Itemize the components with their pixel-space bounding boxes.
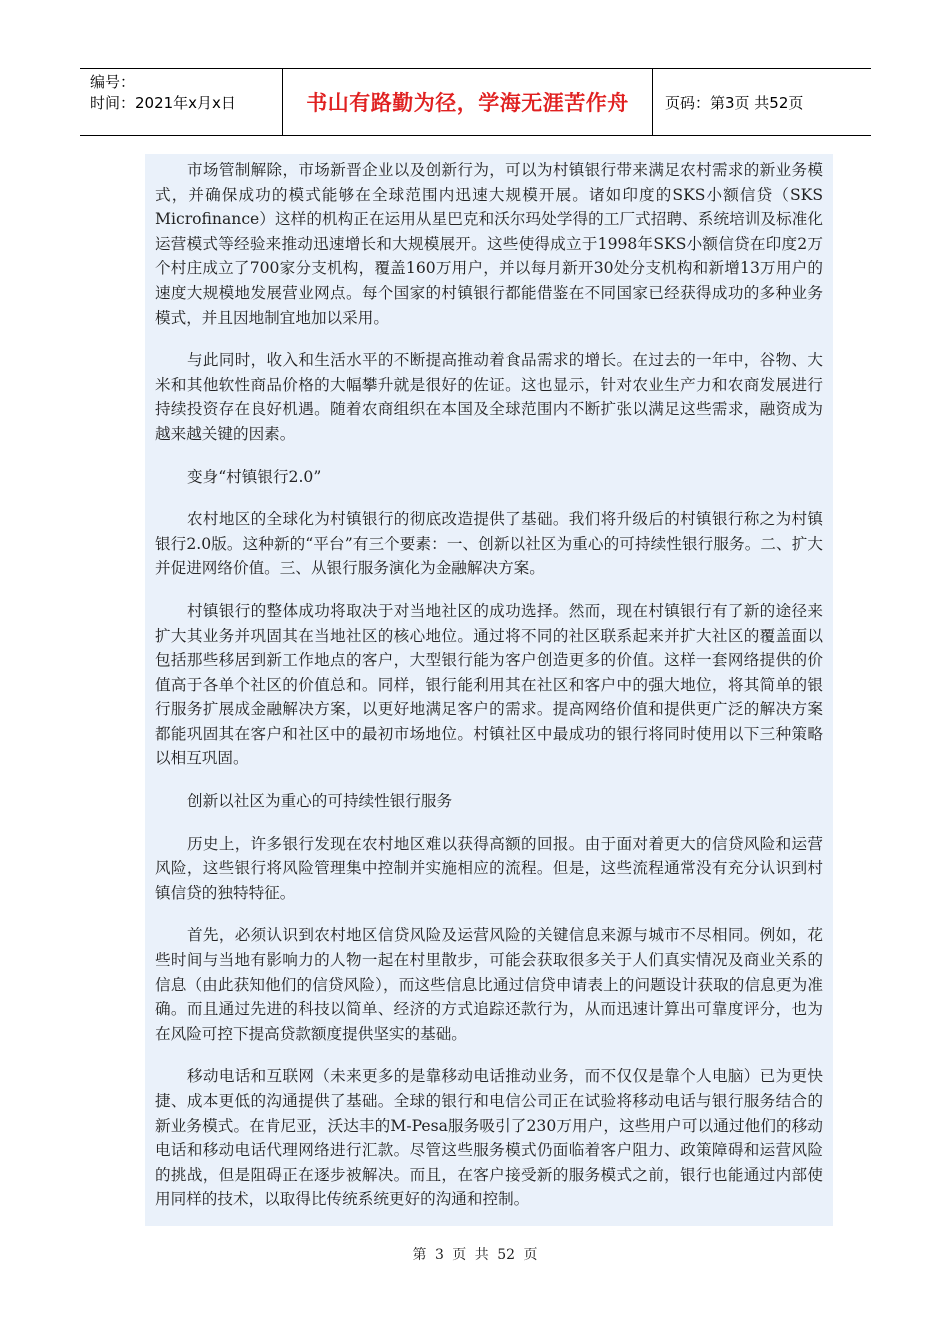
header-page-info: 页码：第3页 共52页 [665,93,804,112]
header-meta [80,69,283,135]
page-footer: 第 3 页 共 52 页 [412,1247,538,1263]
paragraph: 市场管制解除，市场新晋企业以及创新行为，可以为村镇银行带来满足农村需求的新业务模式，并确保成功的模式能够在全球范围内迅速大规模开展。诸如印度的SKS小额信贷（SKS Microfinance）这样的机构正在运用从星巴克和沃尔玛处学得的工厂式招聘、系统培训及标准化运营模式等经验来推动迅速增长和大规模展开。这些使得成立于1998年SKS小额信贷在印度2万个村庄成立了700家分支机构，覆盖160万用户，并以每月新开30处分支机构和新增13万用户的速度大规模地发展营业网点。每个国家的村镇银行都能借鉴在不同国家已经获得成功的多种业务模式，并且因地制宜地加以采用。 [155,161,823,327]
paragraph: 移动电话和互联网（未来更多的是靠移动电话推动业务，而不仅仅是靠个人电脑）已为更快捷、成本更低的沟通提供了基础。全球的银行和电信公司正在试验将移动电话与银行服务结合的新业务模式。在肯尼亚，沃达丰的M-Pesa服务吸引了230万用户，这些用户可以通过他们的移动电话和移动电话代理网络进行汇款。尽管这些服务模式仍面临着客户阻力、政策障碍和运营风险的挑战，但是阻碍正在逐步被解决。而且，在客户接受新的服务模式之前，银行也能通过内部使用同样的技术，以取得比传统系统更好的沟通和控制。 [155,1067,823,1209]
section-heading: 创新以社区为重心的可持续性银行服务 [187,792,453,811]
paragraph: 历史上，许多银行发现在农村地区难以获得高额的回报。由于面对着更大的信贷风险和运营风险，这些银行将风险管理集中控制并实施相应的流程。但是，这些流程通常没有充分认识到村镇信贷的独特特征。 [155,834,823,902]
paragraph: 村镇银行的整体成功将取决于对当地社区的成功选择。然而，现在村镇银行有了新的途径来扩大其业务并巩固其在当地社区的核心地位。通过将不同的社区联系起来并扩大社区的覆盖面以包括那些移居到新工作地点的客户，大型银行能为客户创造更多的价值。这样一套网络提供的价值高于各单个社区的价值总和。同样，银行能利用其在社区和客户中的强大地位，将其简单的银行服务扩展成金融解决方案，以更好地满足客户的需求。提高网络价值和提供更广泛的解决方案都能巩固其在客户和社区中的最初市场地位。村镇社区中最成功的银行将同时使用以下三种策略以相互巩固。 [155,601,823,768]
paragraph: 农村地区的全球化为村镇银行的彻底改造提供了基础。我们将升级后的村镇银行称之为村镇银行2.0版。这种新的“平台”有三个要素：一、创新以社区为重心的可持续性银行服务。二、扩大并促进网络价值。三、从银行服务演化为金融解决方案。 [155,510,823,578]
page-header [80,68,871,136]
document-number-label: 编号： [90,73,136,91]
header-motto: 书山有路勤为径，学海无涯苦作舟 [283,69,653,135]
section-heading: 变身“村镇银行2.0” [187,467,322,486]
paragraph: 首先，必须认识到农村地区信贷风险及运营风险的关键信息来源与城市不尽相同。例如，花些时间与当地有影响力的人物一起在村里散步，可能会获取很多关于人们真实情况及商业关系的信息（由此获知他们的信贷风险），而这些信息比通过信贷申请表上的问题设计获取的信息更为准确。而且通过先进的科技以简单、经济的方式追踪还款行为，从而迅速计算出可靠度评分，也为在风险可控下提高贷款额度提供坚实的基础。 [155,926,823,1043]
document-body [145,154,833,1226]
document-date: 时间：2021年x月x日 [90,94,236,112]
paragraph: 与此同时，收入和生活水平的不断提高推动着食品需求的增长。在过去的一年中，谷物、大米和其他软性商品价格的大幅攀升就是很好的佐证。这也显示，针对农业生产力和农商发展进行持续投资存在良好机遇。随着农商组织在本国及全球范围内不断扩张以满足这些需求，融资成为越来越关键的因素。 [155,351,823,443]
